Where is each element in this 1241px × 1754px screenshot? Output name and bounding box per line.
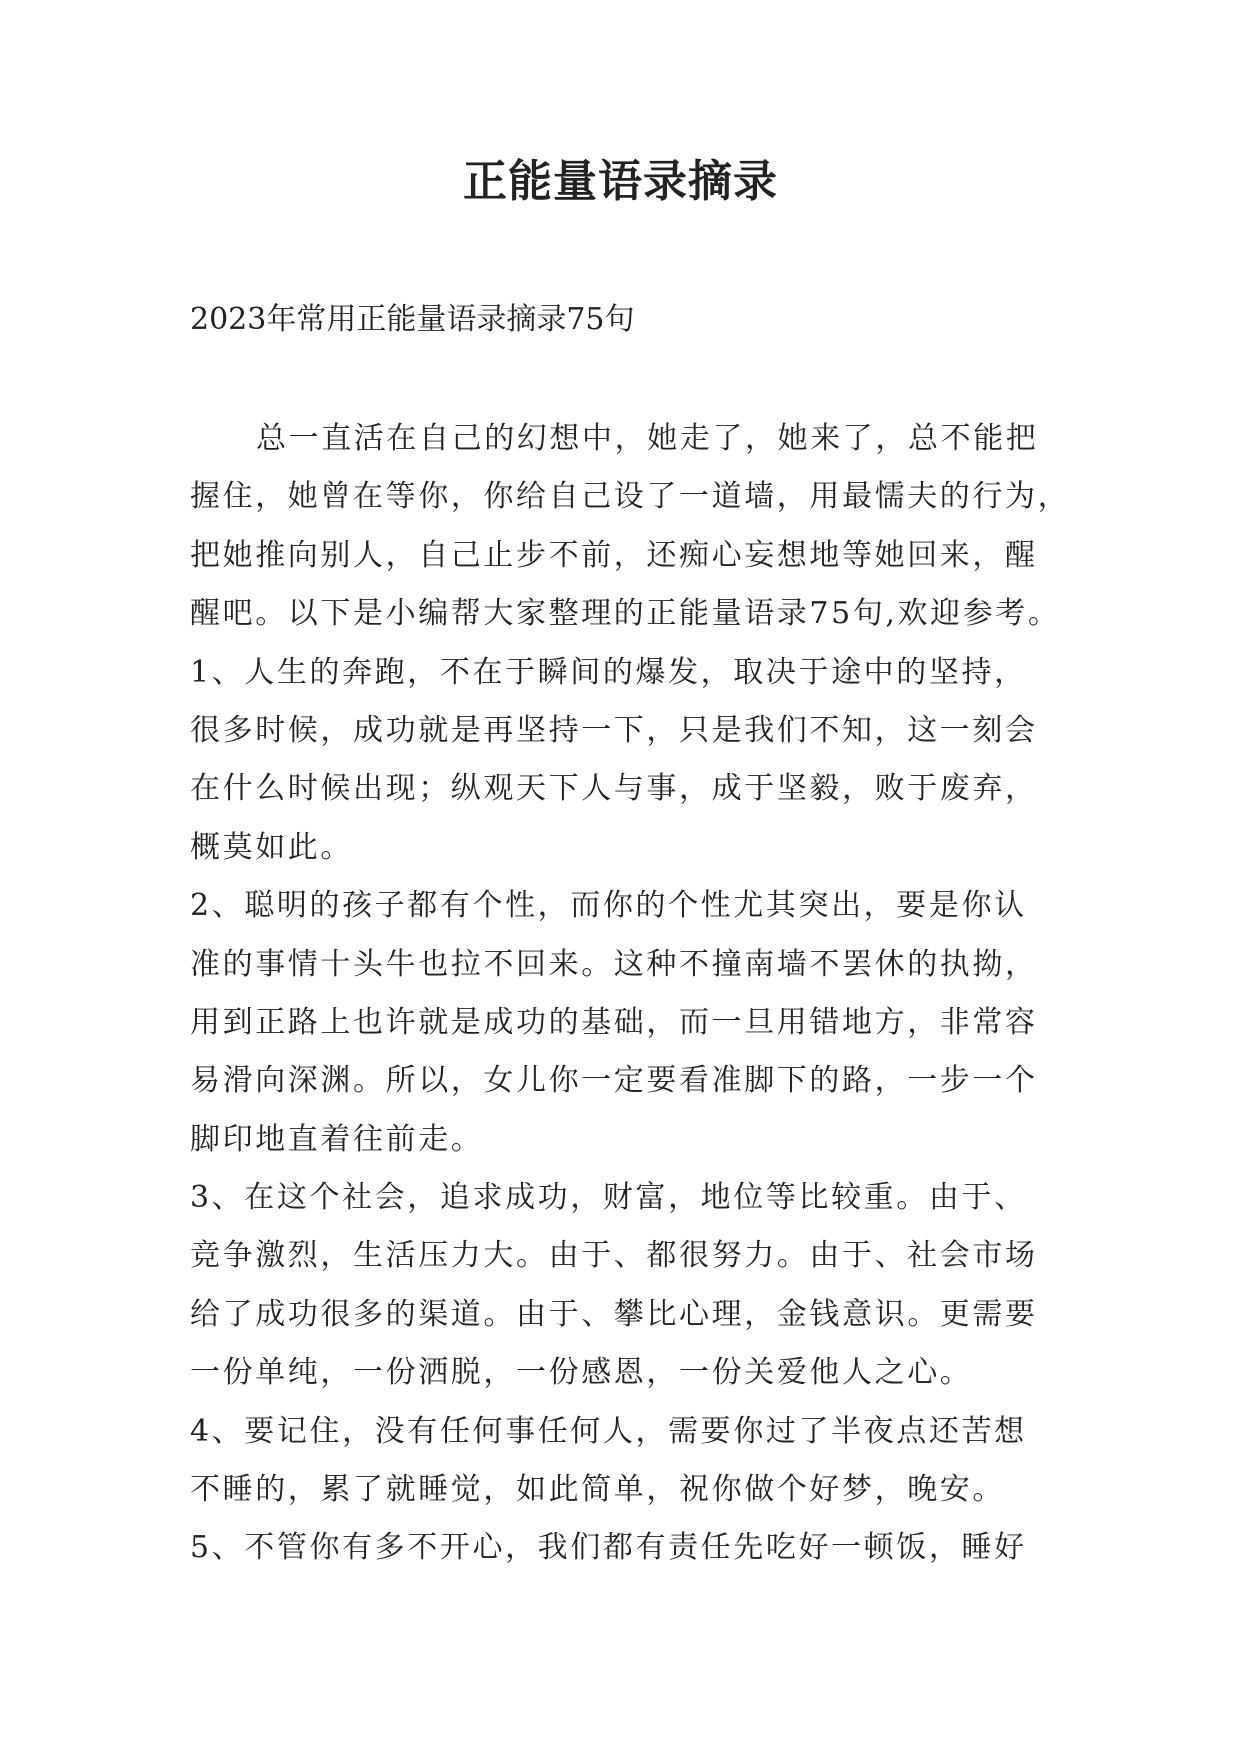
text-line: 给了成功很多的渠道。由于、攀比心理，金钱意识。更需要 [190,1296,1038,1332]
text-line: 不睡的，累了就睡觉，如此简单，祝你做个好梦，晚安。 [190,1472,1005,1508]
text-line: 握住，她曾在等你，你给自己设了一道墙，用最懦夫的行为， [190,479,1071,515]
document-title: 正能量语录摘录 [463,156,778,207]
text-line: 脚印地直着往前走。 [190,1121,484,1157]
text-line: 5、不管你有多不开心，我们都有责任先吃好一顿饭，睡好 [190,1530,1027,1566]
text-line: 4、要记住，没有任何事任何人，需要你过了半夜点还苦想 [190,1413,1027,1449]
text-line: 2、聪明的孩子都有个性，而你的个性尤其突出，要是你认 [190,888,1027,924]
document-subtitle: 2023年常用正能量语录摘录75句 [190,302,635,337]
text-line: 在什么时候出现；纵观天下人与事，成于坚毅，败于废弃， [190,771,1038,807]
document-body [190,410,1070,1578]
text-line: 总一直活在自己的幻想中，她走了，她来了，总不能把 [256,421,1039,456]
text-line: 概莫如此。 [190,829,353,865]
text-line: 1、人生的奔跑，不在于瞬间的爆发，取决于途中的坚持， [190,654,1027,690]
text-line: 一份单纯，一份洒脱，一份感恩，一份关爱他人之心。 [190,1355,973,1391]
text-line: 竞争激烈，生活压力大。由于、都很努力。由于、社会市场 [190,1238,1038,1274]
text-line: 很多时候，成功就是再坚持一下，只是我们不知，这一刻会 [190,712,1038,748]
text-line: 把她推向别人，自己止步不前，还痴心妄想地等她回来，醒 [190,537,1038,573]
text-line: 用到正路上也许就是成功的基础，而一旦用错地方，非常容 [190,1004,1038,1040]
text-line: 准的事情十头牛也拉不回来。这种不撞南墙不罢休的执拗， [190,946,1038,982]
text-line: 3、在这个社会，追求成功，财富，地位等比较重。由于、 [190,1180,1027,1216]
text-line: 易滑向深渊。所以，女儿你一定要看准脚下的路，一步一个 [190,1063,1038,1099]
text-line: 醒吧。以下是小编帮大家整理的正能量语录75句,欢迎参考。 [190,596,1061,632]
